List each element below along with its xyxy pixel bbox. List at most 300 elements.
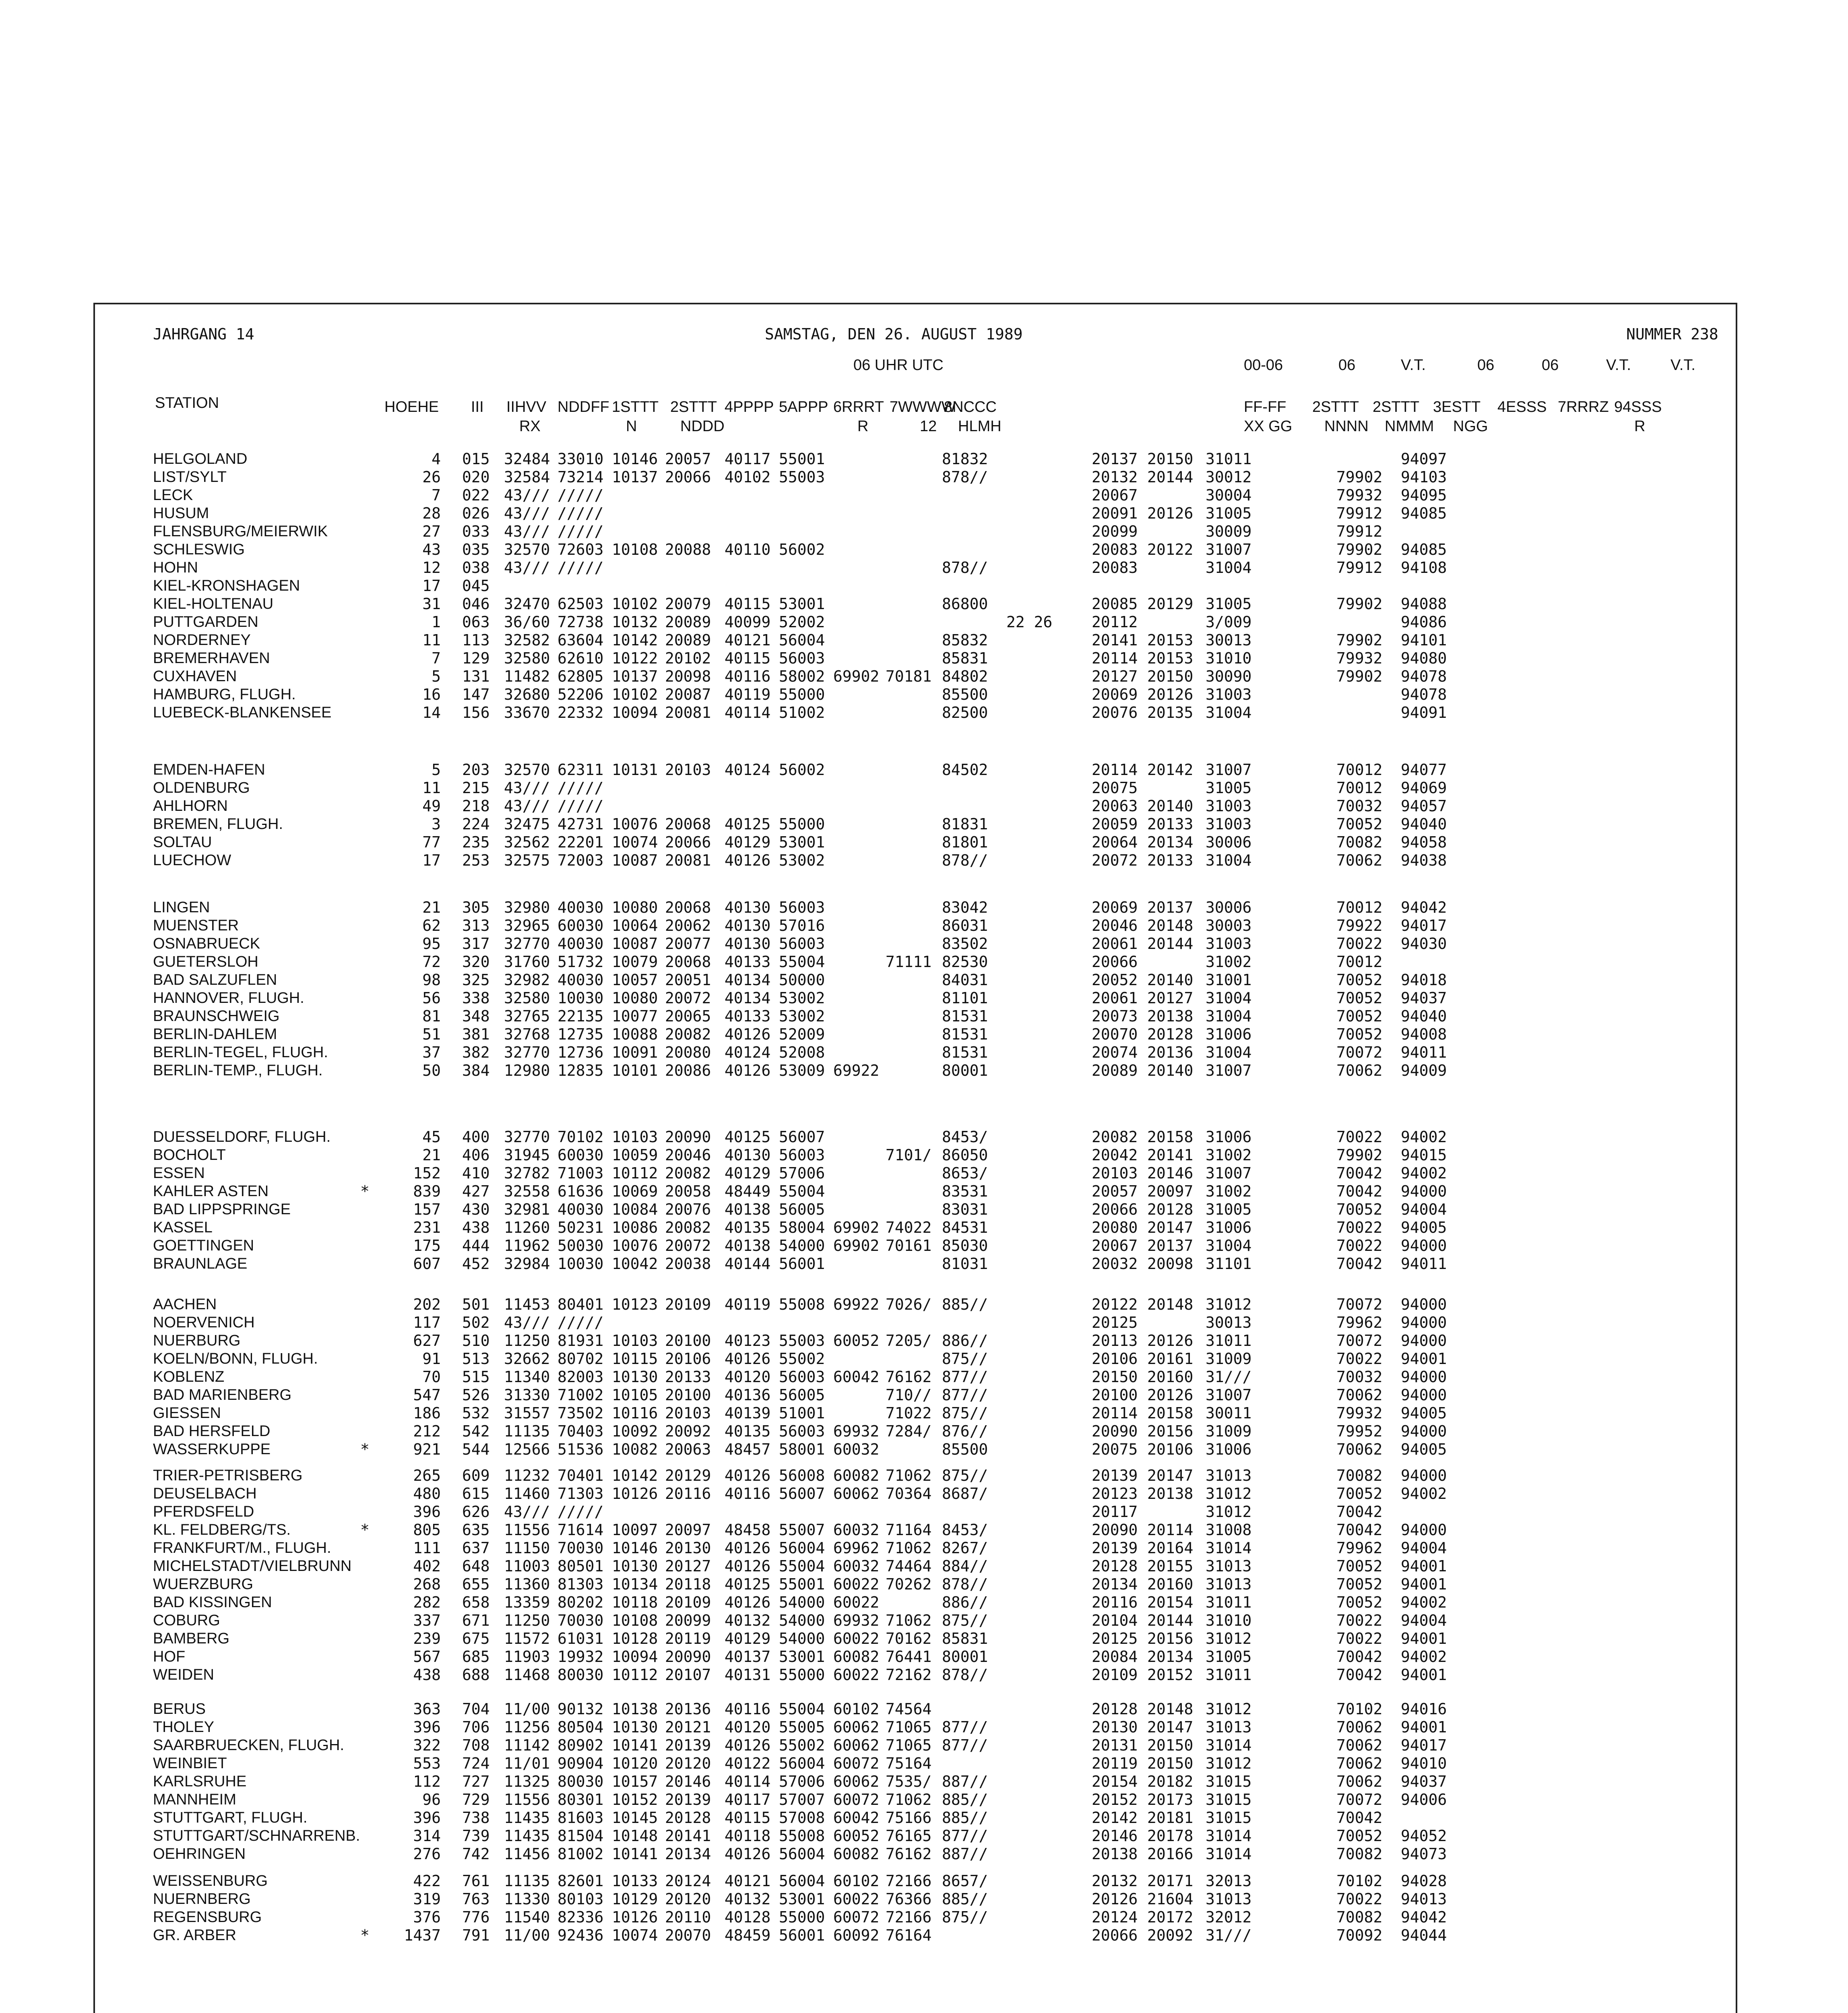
cell: 20141: [1147, 1146, 1193, 1164]
table-row: [0, 631, 1848, 649]
cell: 20061: [1092, 989, 1138, 1007]
cell: 20098: [1147, 1255, 1193, 1273]
cell: 31006: [1206, 1025, 1252, 1043]
cell: 11150: [504, 1539, 550, 1557]
cell: 884//: [942, 1557, 988, 1575]
cell: 212: [413, 1422, 441, 1440]
cell: 20121: [665, 1718, 711, 1736]
cell: 10076: [612, 815, 658, 833]
cell: 11340: [504, 1368, 550, 1386]
cell: 239: [413, 1630, 441, 1647]
cell: 31005: [1206, 1648, 1252, 1666]
cell: 20114: [1092, 649, 1138, 667]
cell: 20068: [665, 953, 711, 971]
cell: 69922: [833, 1296, 880, 1313]
cell: 396: [413, 1503, 441, 1521]
col-g8b: 12: [920, 418, 937, 435]
cell: 70072: [1336, 1791, 1383, 1808]
right-group-label: V.T.: [1401, 357, 1426, 374]
cell: 10126: [612, 1485, 658, 1503]
cell: 10097: [612, 1521, 658, 1539]
cell: 70042: [1336, 1182, 1383, 1200]
cell: 10088: [612, 1025, 658, 1043]
cell: 322: [413, 1736, 441, 1754]
cell: 885//: [942, 1296, 988, 1313]
cell: 80202: [557, 1593, 604, 1611]
cell: 396: [413, 1809, 441, 1827]
cell: 94069: [1401, 779, 1447, 797]
cell: 438: [462, 1219, 490, 1236]
cell: 94004: [1401, 1612, 1447, 1629]
cell: 20137: [1147, 899, 1193, 916]
cell: 31012: [1206, 1503, 1252, 1521]
table-row: [0, 541, 1848, 559]
cell: 79912: [1336, 504, 1383, 522]
station-name: HUSUM: [153, 505, 209, 522]
cell: 542: [462, 1422, 490, 1440]
cell: 20080: [1092, 1219, 1138, 1236]
cell: 547: [413, 1386, 441, 1404]
cell: 50000: [779, 971, 825, 989]
cell: 70102: [1336, 1872, 1383, 1890]
cell: 30012: [1206, 468, 1252, 486]
cell: 50231: [557, 1219, 604, 1236]
cell: 7101/: [886, 1146, 932, 1164]
col-g8: 7WWWW: [890, 399, 956, 415]
cell: 70012: [1336, 899, 1383, 916]
cell: 31006: [1206, 1441, 1252, 1458]
cell: 10112: [612, 1666, 658, 1684]
station-name: NOERVENICH: [153, 1314, 255, 1331]
cell: 11903: [504, 1648, 550, 1666]
cell: 31014: [1206, 1539, 1252, 1557]
cell: 70062: [1336, 1386, 1383, 1404]
cell: 12835: [557, 1062, 604, 1079]
cell: 40126: [725, 851, 771, 869]
cell: 60072: [833, 1908, 880, 1926]
cell: 147: [462, 686, 490, 703]
cell: 4: [432, 450, 441, 468]
cell: 40115: [725, 595, 771, 613]
cell: 20090: [665, 1648, 711, 1666]
cell: 17: [422, 577, 441, 595]
station-name: HELGOLAND: [153, 451, 248, 467]
table-row: [0, 1332, 1848, 1350]
cell: 20112: [1092, 613, 1138, 631]
col-iii: III: [471, 399, 484, 415]
cell: 40135: [725, 1422, 771, 1440]
cell: 94086: [1401, 613, 1447, 631]
cell: 805: [413, 1521, 441, 1539]
station-name: EMDEN-HAFEN: [153, 761, 265, 778]
cell: 79932: [1336, 649, 1383, 667]
cell: 84802: [942, 668, 988, 685]
cell: 20103: [665, 761, 711, 779]
cell: 20089: [1092, 1062, 1138, 1079]
cell: 20164: [1147, 1539, 1193, 1557]
station-name: GUETERSLOH: [153, 953, 258, 970]
cell: 31004: [1206, 1007, 1252, 1025]
cell: 20092: [665, 1422, 711, 1440]
cell: 56001: [779, 1926, 825, 1944]
station-name: PFERDSFELD: [153, 1503, 254, 1520]
cell: 452: [462, 1255, 490, 1273]
cell: 85030: [942, 1237, 988, 1255]
cell: 20046: [1092, 917, 1138, 934]
col-g16: 94SSS: [1614, 399, 1662, 415]
cell: 54000: [779, 1612, 825, 1629]
cell: 20137: [1092, 450, 1138, 468]
cell: 71022: [886, 1404, 932, 1422]
table-row: [0, 971, 1848, 989]
cell: 52008: [779, 1044, 825, 1061]
cell: 40117: [725, 450, 771, 468]
col-g6: 5APPP: [779, 399, 828, 415]
cell: 26: [422, 468, 441, 486]
cell: 79912: [1336, 523, 1383, 540]
cell: 776: [462, 1908, 490, 1926]
cell: 20126: [1147, 1332, 1193, 1350]
cell: 31004: [1206, 989, 1252, 1007]
cell: 31011: [1206, 1593, 1252, 1611]
cell: 20075: [1092, 779, 1138, 797]
cell: 53001: [779, 1648, 825, 1666]
cell: 10103: [612, 1128, 658, 1146]
cell: 11556: [504, 1791, 550, 1808]
cell: 60042: [833, 1809, 880, 1827]
cell: 31004: [1206, 1237, 1252, 1255]
cell: 60082: [833, 1467, 880, 1484]
cell: 20065: [665, 1007, 711, 1025]
table-row: [0, 917, 1848, 935]
cell: 20139: [665, 1736, 711, 1754]
right-group-label: V.T.: [1606, 357, 1631, 374]
cell: 40030: [557, 899, 604, 916]
cell: 62311: [557, 761, 604, 779]
station-name: BAD HERSFELD: [153, 1423, 270, 1440]
cell: 60062: [833, 1718, 880, 1736]
cell: 20172: [1147, 1908, 1193, 1926]
cell: 55002: [779, 1736, 825, 1754]
cell: 727: [462, 1773, 490, 1790]
table-row: [0, 704, 1848, 722]
cell: 70062: [1336, 1441, 1383, 1458]
cell: 131: [462, 668, 490, 685]
cell: 20153: [1147, 649, 1193, 667]
cell: 55004: [779, 1557, 825, 1575]
cell: 8653/: [942, 1164, 988, 1182]
cell: 53001: [779, 595, 825, 613]
cell: 40119: [725, 686, 771, 703]
cell: 56004: [779, 631, 825, 649]
cell: 20057: [665, 450, 711, 468]
right-group-label: 06: [1542, 357, 1559, 374]
cell: 85500: [942, 686, 988, 703]
cell: 72166: [886, 1872, 932, 1890]
cell: 70062: [1336, 1755, 1383, 1772]
cell: 40130: [725, 899, 771, 916]
cell: 56001: [779, 1255, 825, 1273]
cell: 875//: [942, 1350, 988, 1368]
cell: 79932: [1336, 486, 1383, 504]
cell: 81101: [942, 989, 988, 1007]
cell: 94095: [1401, 486, 1447, 504]
cell: 94011: [1401, 1044, 1447, 1061]
station-name: AHLHORN: [153, 798, 228, 814]
cell: 410: [462, 1164, 490, 1182]
cell: 40130: [725, 1146, 771, 1164]
cell: 10137: [612, 468, 658, 486]
cell: 878//: [942, 559, 988, 577]
cell: 022: [462, 486, 490, 504]
cell: 045: [462, 577, 490, 595]
cell: 12735: [557, 1025, 604, 1043]
cell: 40136: [725, 1386, 771, 1404]
cell: 224: [462, 815, 490, 833]
cell: 215: [462, 779, 490, 797]
cell: 515: [462, 1368, 490, 1386]
cell: 70062: [1336, 1062, 1383, 1079]
table-row: [0, 1593, 1848, 1612]
cell: 91: [422, 1350, 441, 1368]
cell: 74022: [886, 1219, 932, 1236]
cell: 20156: [1147, 1630, 1193, 1647]
cell: 51001: [779, 1404, 825, 1422]
cell: 31014: [1206, 1845, 1252, 1863]
cell: 70072: [1336, 1332, 1383, 1350]
cell: 31004: [1206, 704, 1252, 721]
cell: 7026/: [886, 1296, 932, 1313]
cell: 20089: [665, 631, 711, 649]
date-label: SAMSTAG, DEN 26. AUGUST 1989: [765, 325, 1023, 343]
cell: 81801: [942, 833, 988, 851]
cell: 20135: [1147, 704, 1193, 721]
cell: 50030: [557, 1237, 604, 1255]
cell: 70052: [1336, 815, 1383, 833]
cell: 20133: [665, 1368, 711, 1386]
cell: 69902: [833, 668, 880, 685]
cell: 55005: [779, 1718, 825, 1736]
cell: 86031: [942, 917, 988, 934]
station-name: KIEL-HOLTENAU: [153, 595, 274, 612]
cell: 10130: [612, 1368, 658, 1386]
station-name: BREMERHAVEN: [153, 650, 270, 667]
cell: 609: [462, 1467, 490, 1484]
cell: 20090: [665, 1128, 711, 1146]
cell: 69922: [833, 1062, 880, 1079]
cell: 57007: [779, 1791, 825, 1808]
cell: 877//: [942, 1368, 988, 1386]
cell: 45: [422, 1128, 441, 1146]
cell: 76162: [886, 1368, 932, 1386]
cell: 32580: [504, 989, 550, 1007]
cell: 10074: [612, 833, 658, 851]
cell: 7: [432, 486, 441, 504]
cell: 71065: [886, 1718, 932, 1736]
cell: 32570: [504, 541, 550, 558]
cell: 12: [422, 559, 441, 577]
cell: /////: [557, 504, 604, 522]
cell: 17: [422, 851, 441, 869]
cell: 338: [462, 989, 490, 1007]
cell: 31002: [1206, 1146, 1252, 1164]
col-g12: 2STTT: [1373, 399, 1420, 415]
cell: 11003: [504, 1557, 550, 1575]
cell: 60030: [557, 1146, 604, 1164]
cell: 31011: [1206, 1666, 1252, 1684]
cell: 10059: [612, 1146, 658, 1164]
cell: 10101: [612, 1062, 658, 1079]
cell: 40133: [725, 1007, 771, 1025]
cell: 10132: [612, 613, 658, 631]
cell: 40120: [725, 1368, 771, 1386]
cell: 033: [462, 523, 490, 540]
cell: 94000: [1401, 1296, 1447, 1313]
cell: 20148: [1147, 917, 1193, 934]
cell: 55004: [779, 1700, 825, 1718]
cell: 58004: [779, 1219, 825, 1236]
cell: 20154: [1147, 1593, 1193, 1611]
cell: 282: [413, 1593, 441, 1611]
cell: 20114: [1147, 1521, 1193, 1539]
station-name: WUERZBURG: [153, 1576, 254, 1593]
cell: 94052: [1401, 1827, 1447, 1845]
cell: 70012: [1336, 779, 1383, 797]
cell: 60102: [833, 1872, 880, 1890]
table-row: [0, 1791, 1848, 1809]
table-row: [0, 1539, 1848, 1557]
cell: 56003: [779, 935, 825, 953]
cell: 81002: [557, 1845, 604, 1863]
table-row: [0, 1314, 1848, 1332]
cell: 82530: [942, 953, 988, 971]
cell: 55000: [779, 686, 825, 703]
cell: 20140: [1147, 971, 1193, 989]
cell: 20138: [1147, 1485, 1193, 1503]
cell: 32475: [504, 815, 550, 833]
cell: 70092: [1336, 1926, 1383, 1944]
cell: 20106: [1147, 1441, 1193, 1458]
cell: 31009: [1206, 1350, 1252, 1368]
cell: 31006: [1206, 1128, 1252, 1146]
cell: 10102: [612, 595, 658, 613]
cell: 7535/: [886, 1773, 932, 1790]
col-g4: 2STTT: [670, 399, 717, 415]
cell: 20146: [665, 1773, 711, 1790]
cell: 60052: [833, 1332, 880, 1350]
cell: 94085: [1401, 504, 1447, 522]
cell: 513: [462, 1350, 490, 1368]
table-row: [0, 613, 1848, 631]
cell: 20161: [1147, 1350, 1193, 1368]
cell: 31004: [1206, 851, 1252, 869]
cell: 40126: [725, 1467, 771, 1484]
cell: 20178: [1147, 1827, 1193, 1845]
cell: 70052: [1336, 989, 1383, 1007]
table-row: [0, 797, 1848, 815]
cell: 70062: [1336, 1773, 1383, 1790]
cell: 20128: [1147, 1025, 1193, 1043]
cell: 49: [422, 797, 441, 815]
col-g10: FF-FF: [1244, 399, 1286, 415]
cell: 70062: [1336, 1736, 1383, 1754]
cell: 70022: [1336, 1237, 1383, 1255]
cell: 84531: [942, 1219, 988, 1236]
cell: 502: [462, 1314, 490, 1331]
cell: 51536: [557, 1441, 604, 1458]
cell: 10080: [612, 989, 658, 1007]
cell: 20173: [1147, 1791, 1193, 1808]
cell: 319: [413, 1890, 441, 1908]
cell: 20126: [1147, 504, 1193, 522]
cell: 81603: [557, 1809, 604, 1827]
cell: 52206: [557, 686, 604, 703]
cell: 30003: [1206, 917, 1252, 934]
cell: 79952: [1336, 1422, 1383, 1440]
cell: 72738: [557, 613, 604, 631]
cell: 31005: [1206, 1201, 1252, 1218]
cell: 31330: [504, 1386, 550, 1404]
cell: 20148: [1147, 1296, 1193, 1313]
cell: 56004: [779, 1872, 825, 1890]
cell: 30004: [1206, 486, 1252, 504]
cell: 94078: [1401, 668, 1447, 685]
cell: *: [360, 1441, 370, 1458]
cell: 77: [422, 833, 441, 851]
cell: 56002: [779, 761, 825, 779]
cell: 32680: [504, 686, 550, 703]
cell: 27: [422, 523, 441, 540]
cell: *: [360, 1521, 370, 1539]
cell: 20146: [1092, 1827, 1138, 1845]
table-row: [0, 523, 1848, 541]
cell: 10137: [612, 668, 658, 685]
cell: 31010: [1206, 1612, 1252, 1629]
cell: 70162: [886, 1630, 932, 1647]
cell: 80702: [557, 1350, 604, 1368]
cell: 20062: [665, 917, 711, 934]
cell: 20061: [1092, 935, 1138, 953]
cell: 94073: [1401, 1845, 1447, 1863]
cell: 20077: [665, 935, 711, 953]
cell: 20072: [665, 1237, 711, 1255]
cell: 627: [413, 1332, 441, 1350]
cell: *: [360, 1926, 370, 1944]
cell: 235: [462, 833, 490, 851]
cell: 10123: [612, 1296, 658, 1313]
cell: 43///: [504, 504, 550, 522]
cell: 20066: [1092, 1926, 1138, 1944]
cell: 40135: [725, 1219, 771, 1236]
cell: 5: [432, 668, 441, 685]
cell: 10146: [612, 450, 658, 468]
table-row: [0, 1237, 1848, 1255]
cell: 885//: [942, 1809, 988, 1827]
cell: 98: [422, 971, 441, 989]
cell: 94006: [1401, 1791, 1447, 1808]
station-name: LUEBECK-BLANKENSEE: [153, 704, 332, 721]
cell: 70022: [1336, 1630, 1383, 1647]
cell: 40121: [725, 1872, 771, 1890]
cell: 70052: [1336, 1593, 1383, 1611]
cell: 94016: [1401, 1700, 1447, 1718]
cell: 175: [413, 1237, 441, 1255]
station-name: BAD MARIENBERG: [153, 1387, 292, 1403]
table-row: [0, 595, 1848, 613]
cell: 94030: [1401, 935, 1447, 953]
cell: 20066: [665, 468, 711, 486]
cell: 10112: [612, 1164, 658, 1182]
